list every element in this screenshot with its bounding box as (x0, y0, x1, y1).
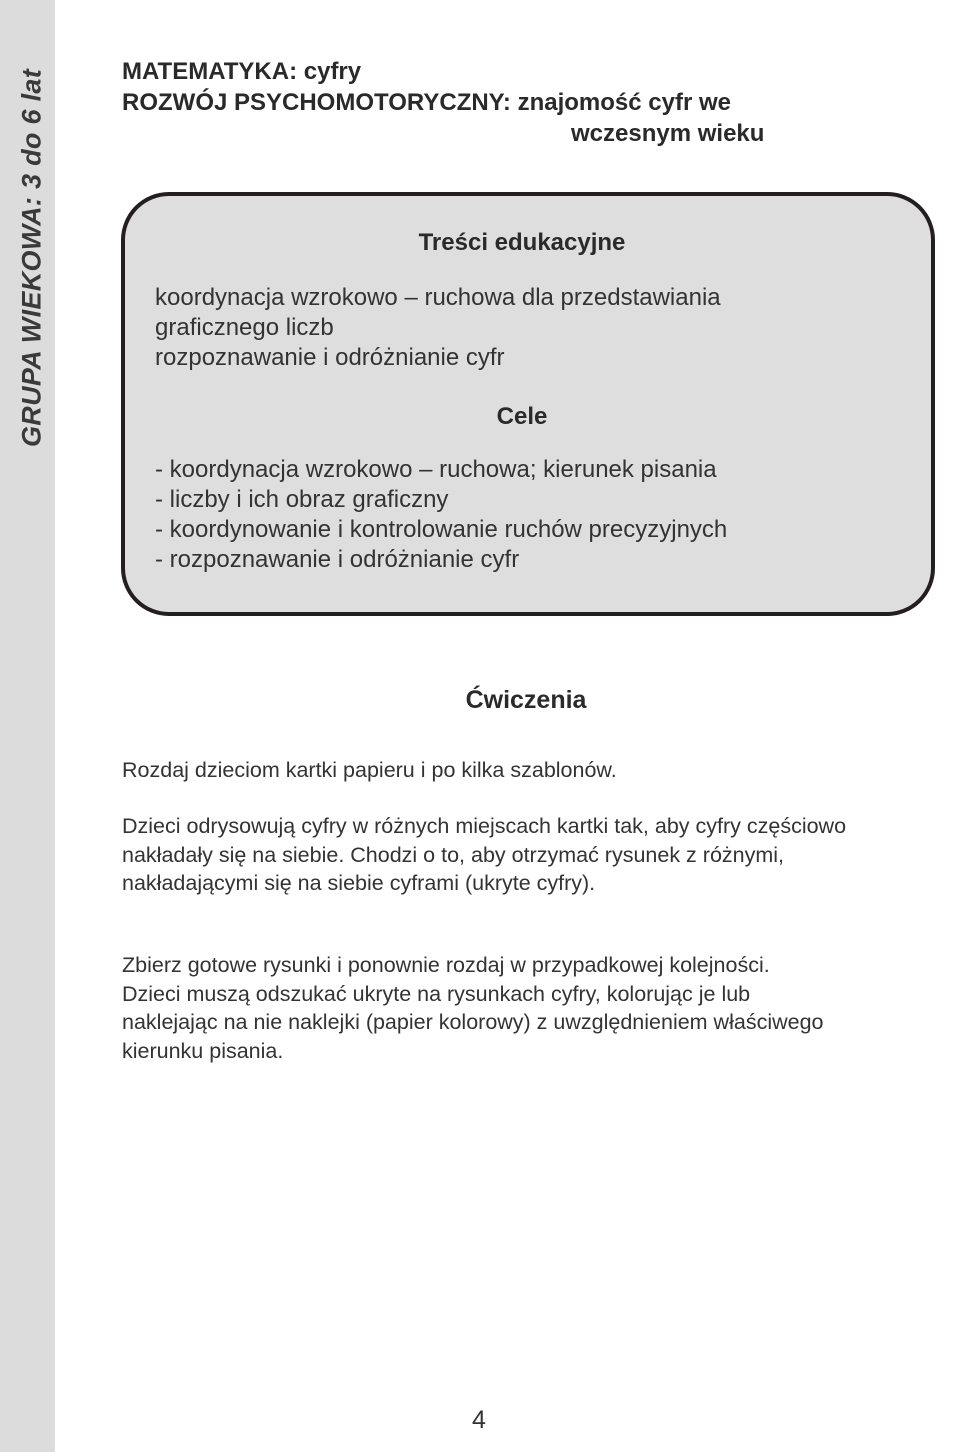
goals-heading: Cele (496, 403, 548, 430)
goal-item: - koordynacja wzrokowo – ruchowa; kierunek pisania (155, 456, 717, 483)
content-line: rozpoznawanie i odróżnianie cyfr (155, 344, 505, 371)
goal-item: - koordynowanie i kontrolowanie ruchów precyzyjnych (155, 516, 728, 543)
development-title-line2: wczesnym wieku (571, 120, 765, 147)
side-band (0, 0, 55, 1452)
summary-box (121, 192, 935, 616)
paragraph-line: kierunku pisania. (122, 1038, 284, 1063)
paragraph-line: naklejając na nie naklejki (papier kolorowy) z uwzględnieniem właściwego (122, 1010, 824, 1034)
paragraph-line: Rozdaj dzieciom kartki papieru i po kilka szablonów. (122, 758, 617, 782)
subject-title: MATEMATYKA: cyfry (122, 58, 362, 85)
paragraph-line: nakładały się na siebie. Chodzi o to, aby otrzymać rysunek z różnymi, (122, 842, 785, 867)
paragraph-line: Dzieci odrysowują cyfry w różnych miejscach kartki tak, aby cyfry częściowo (122, 814, 847, 838)
content-heading: Treści edukacyjne (418, 229, 626, 256)
goal-item: - rozpoznawanie i odróżnianie cyfr (155, 546, 520, 573)
exercise-paragraph-1 (122, 756, 958, 785)
exercises-heading: Ćwiczenia (465, 686, 587, 714)
paragraph-line: Zbierz gotowe rysunki i ponownie rozdaj w przypadkowej kolejności. (122, 953, 770, 977)
goal-item: - liczby i ich obraz graficzny (155, 486, 449, 513)
goals-list (155, 455, 727, 575)
page-number: 4 (472, 1406, 486, 1434)
content-line: graficznego liczb (155, 314, 334, 341)
exercise-paragraph-3 (122, 951, 958, 1065)
development-title-line1: ROZWÓJ PSYCHOMOTORYCZNY: znajomość cyfr we (122, 89, 731, 116)
age-group-label: GRUPA WIEKOWA: 3 do 6 lat (16, 68, 47, 448)
page-header (122, 56, 822, 149)
paragraph-line: Dzieci muszą odszukać ukryte na rysunkach cyfry, kolorując je lub (122, 981, 751, 1006)
paragraph-line: nakładającymi się na siebie cyframi (ukryte cyfry). (122, 871, 596, 895)
content-line: koordynacja wzrokowo – ruchowa dla przedstawiania (155, 284, 721, 311)
content-list (155, 283, 721, 373)
exercise-paragraph-2 (122, 812, 958, 898)
